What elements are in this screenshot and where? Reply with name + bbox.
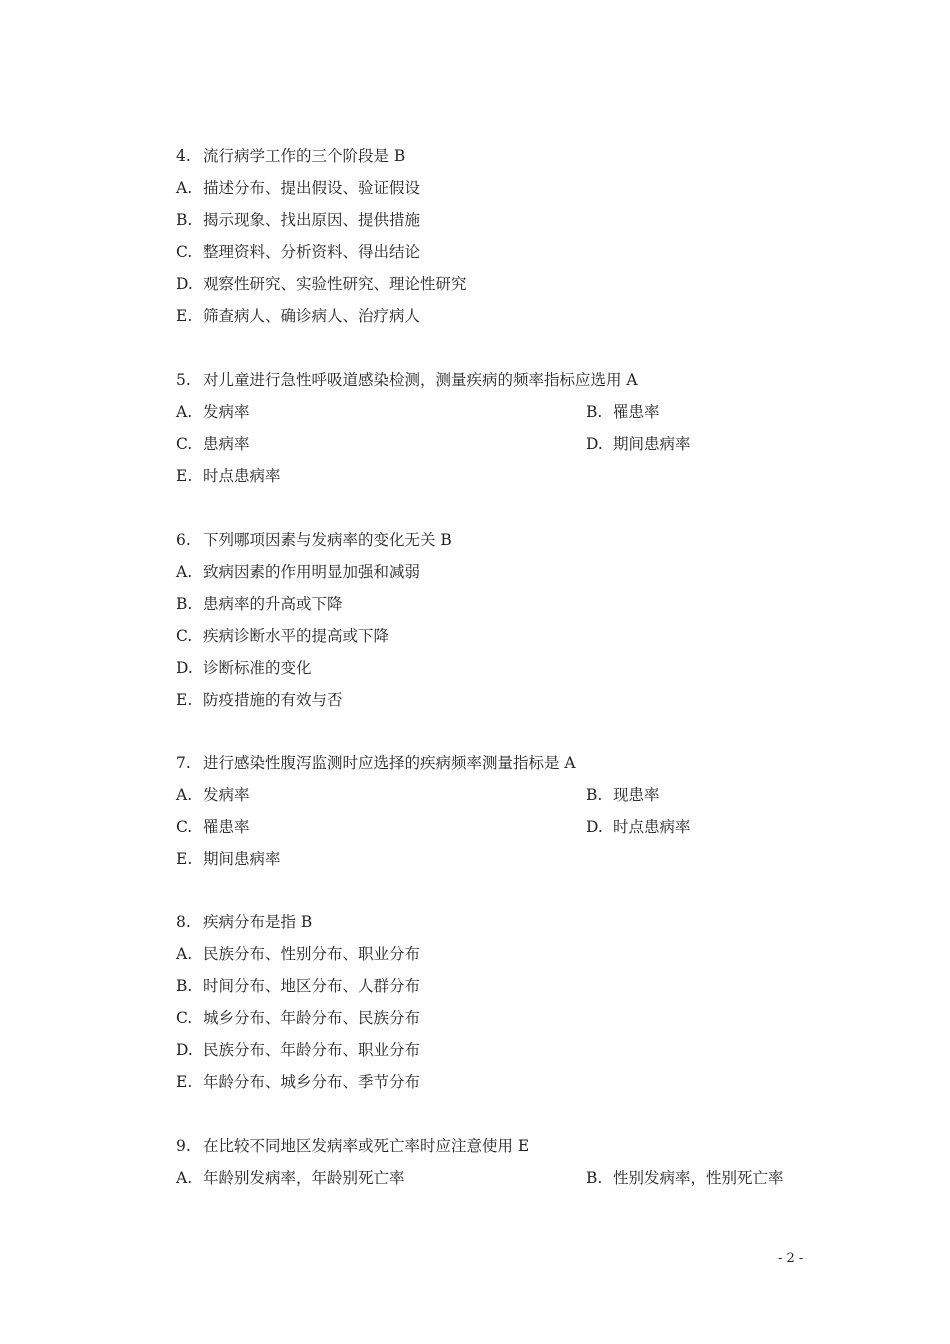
option-letter: B. <box>176 595 193 613</box>
option-letter: B. <box>586 403 603 421</box>
option-text: 患病率 <box>203 435 250 453</box>
question-number: 7. <box>176 754 191 772</box>
option <box>176 464 281 488</box>
option <box>176 1006 420 1030</box>
question-stem <box>176 528 452 552</box>
question-text: 疾病分布是指 B <box>203 913 313 931</box>
question-stem <box>176 1134 529 1158</box>
option <box>586 400 660 424</box>
question-stem <box>176 910 312 934</box>
option-text: 观察性研究、实验性研究、理论性研究 <box>203 275 467 293</box>
option-text: 致病因素的作用明显加强和减弱 <box>203 563 421 581</box>
question-text: 下列哪项因素与发病率的变化无关 B <box>203 531 452 549</box>
option-letter: B. <box>586 1169 603 1187</box>
option-text: 年龄分布、城乡分布、季节分布 <box>203 1073 421 1091</box>
option <box>176 208 420 232</box>
option <box>176 1070 420 1094</box>
option-text: 期间患病率 <box>203 850 281 868</box>
option <box>176 847 281 871</box>
option <box>176 400 250 424</box>
option-text: 整理资料、分析资料、得出结论 <box>203 243 421 261</box>
option-text: 罹患率 <box>203 818 250 836</box>
page-number: - 2 - <box>778 1251 804 1266</box>
option-letter: D. <box>176 659 193 677</box>
option-letter: C. <box>176 818 193 836</box>
option <box>586 1166 784 1190</box>
question-number: 4. <box>176 147 191 165</box>
option-text: 筛查病人、确诊病人、治疗病人 <box>203 307 421 325</box>
option-text: 时间分布、地区分布、人群分布 <box>203 977 421 995</box>
option <box>176 272 467 296</box>
option-text: 发病率 <box>203 786 250 804</box>
option <box>176 624 389 648</box>
option-letter: B. <box>586 786 603 804</box>
question-text: 对儿童进行急性呼吸道感染检测，测量疾病的频率指标应选用 A <box>203 371 638 389</box>
option-letter: C. <box>176 243 193 261</box>
option-text: 期间患病率 <box>613 435 691 453</box>
question-text: 在比较不同地区发病率或死亡率时应注意使用 E <box>203 1137 530 1155</box>
option-letter: C. <box>176 435 193 453</box>
option-text: 发病率 <box>203 403 250 421</box>
question-number: 8. <box>176 913 191 931</box>
option-letter: A. <box>176 563 193 581</box>
option-letter: E. <box>176 850 193 868</box>
option-letter: D. <box>586 435 603 453</box>
option-text: 时点患病率 <box>203 467 281 485</box>
option <box>176 656 312 680</box>
option <box>176 1038 420 1062</box>
option-text: 城乡分布、年龄分布、民族分布 <box>203 1009 421 1027</box>
question-stem <box>176 751 576 775</box>
question-number: 9. <box>176 1137 191 1155</box>
option-letter: C. <box>176 627 193 645</box>
option-letter: B. <box>176 977 193 995</box>
option-text: 民族分布、性别分布、职业分布 <box>203 945 421 963</box>
option-text: 诊断标准的变化 <box>203 659 312 677</box>
option-text: 时点患病率 <box>613 818 691 836</box>
option <box>586 783 660 807</box>
option-letter: A. <box>176 1169 193 1187</box>
option-letter: E. <box>176 691 193 709</box>
option-letter: A. <box>176 179 193 197</box>
question-stem <box>176 368 638 392</box>
question-number: 5. <box>176 371 191 389</box>
option <box>176 1166 405 1190</box>
option <box>176 783 250 807</box>
option-text: 性别发病率，性别死亡率 <box>613 1169 784 1187</box>
option-letter: C. <box>176 1009 193 1027</box>
option <box>176 560 420 584</box>
option-letter: E. <box>176 1073 193 1091</box>
option <box>176 304 420 328</box>
option <box>176 592 343 616</box>
option <box>176 974 420 998</box>
option-text: 现患率 <box>613 786 660 804</box>
option-text: 年龄别发病率，年龄别死亡率 <box>203 1169 405 1187</box>
option-text: 揭示现象、找出原因、提供措施 <box>203 211 421 229</box>
option-text: 描述分布、提出假设、验证假设 <box>203 179 421 197</box>
option-letter: B. <box>176 211 193 229</box>
question-text: 进行感染性腹泻监测时应选择的疾病频率测量指标是 A <box>203 754 576 772</box>
option-letter: D. <box>176 275 193 293</box>
option <box>176 240 420 264</box>
option <box>176 942 420 966</box>
option-letter: E. <box>176 467 193 485</box>
option-text: 患病率的升高或下降 <box>203 595 343 613</box>
option <box>176 688 343 712</box>
question-stem <box>176 144 405 168</box>
option <box>176 176 420 200</box>
option-text: 罹患率 <box>613 403 660 421</box>
option <box>586 815 691 839</box>
option-letter: A. <box>176 945 193 963</box>
option-text: 防疫措施的有效与否 <box>203 691 343 709</box>
option-letter: A. <box>176 403 193 421</box>
option-letter: D. <box>176 1041 193 1059</box>
option <box>176 432 250 456</box>
option-letter: A. <box>176 786 193 804</box>
option-text: 疾病诊断水平的提高或下降 <box>203 627 390 645</box>
option <box>176 815 250 839</box>
option-letter: D. <box>586 818 603 836</box>
option-letter: E. <box>176 307 193 325</box>
question-number: 6. <box>176 531 191 549</box>
option-text: 民族分布、年龄分布、职业分布 <box>203 1041 421 1059</box>
option <box>586 432 691 456</box>
question-text: 流行病学工作的三个阶段是 B <box>203 147 406 165</box>
